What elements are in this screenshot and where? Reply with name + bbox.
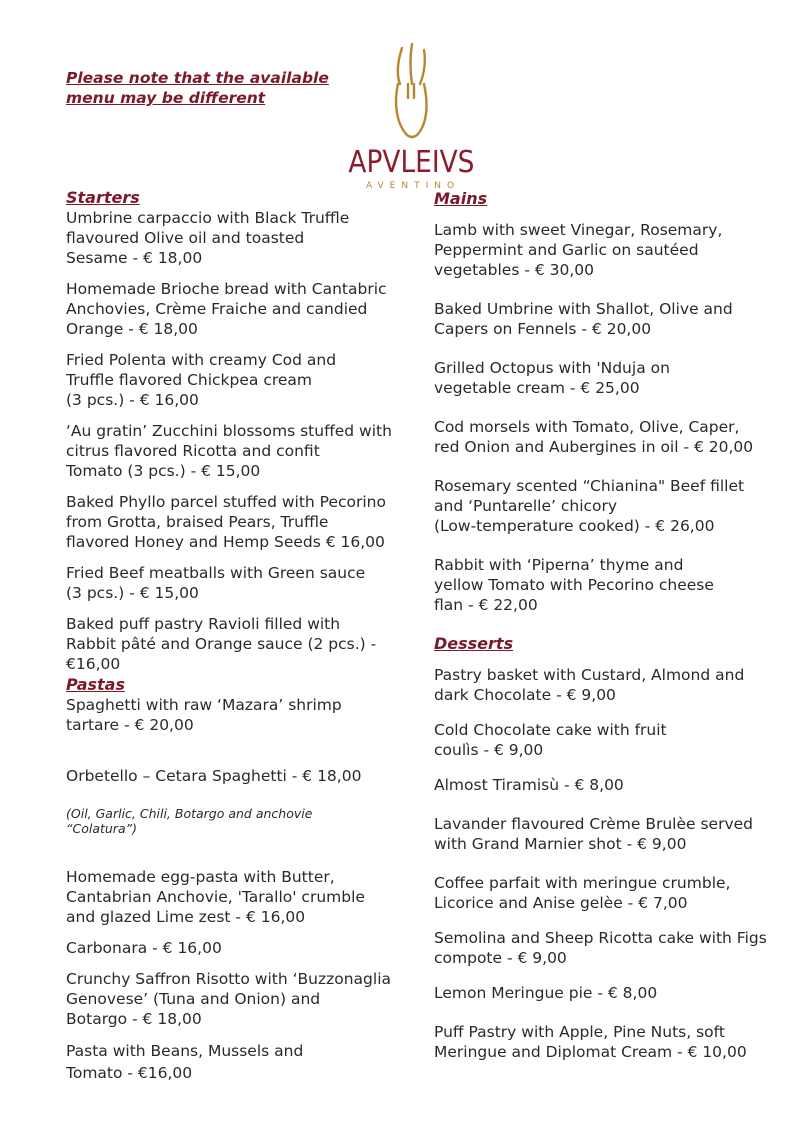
menu-item: Spaghetti with raw ‘Mazara’ shrimp tartare - € 20,00 xyxy=(66,696,342,734)
logo-wordmark: APVLEIVS xyxy=(348,145,475,180)
left-column xyxy=(66,188,411,1095)
menu-item: Pastry basket with Custard, Almond and dark Chocolate - € 9,00 xyxy=(434,666,745,704)
disclaimer-line-1: Please note that the available xyxy=(66,69,329,87)
disclaimer-line-2: menu may be different xyxy=(66,89,266,107)
section-title-mains: Mains xyxy=(434,189,488,208)
menu-item: Coffee parfait with meringue crumble, Licorice and Anise gelèe - € 7,00 xyxy=(434,874,731,912)
menu-item: Baked Umbrine with Shallot, Olive and Capers on Fennels - € 20,00 xyxy=(434,300,733,338)
menu-item: Homemade Brioche bread with Cantabric Anchovies, Crème Fraiche and candied Orange - € 18,00 xyxy=(66,280,387,338)
starters-list xyxy=(66,208,411,674)
menu-item: Semolina and Sheep Ricotta cake with Figs compote - € 9,00 xyxy=(434,929,767,967)
section-title-starters: Starters xyxy=(66,188,140,207)
menu-item: Carbonara - € 16,00 xyxy=(66,939,222,957)
menu-item: ‘Au gratin’ Zucchini blossoms stuffed with citrus flavored Ricotta and confit Tomato (3 pcs.) - € 15,00 xyxy=(66,422,392,480)
menu-item: Fried Polenta with creamy Cod and Truffle flavored Chickpea cream (3 pcs.) - € 16,00 xyxy=(66,351,337,409)
section-title-desserts: Desserts xyxy=(434,634,514,653)
menu-item: Almost Tiramisù - € 8,00 xyxy=(434,776,624,794)
desserts-list xyxy=(434,665,776,1062)
menu-item-note: (Oil, Garlic, Chili, Botargo and anchovie “Colatura”) xyxy=(66,806,313,836)
apuleius-logo xyxy=(340,40,480,192)
menu-item: Baked Phyllo parcel stuffed with Pecorino from Grotta, braised Pears, Truffle flavored Honey and Hemp Seeds € 16,00 xyxy=(66,493,386,551)
menu-item: Puff Pastry with Apple, Pine Nuts, soft Meringue and Diplomat Cream - € 10,00 xyxy=(434,1023,747,1061)
logo-subtitle: AVENTINO xyxy=(365,181,461,191)
menu-item: Lemon Meringue pie - € 8,00 xyxy=(434,984,658,1002)
menu-item: Lavander flavoured Crème Brulèe served with Grand Marnier shot - € 9,00 xyxy=(434,815,753,853)
menu-item: Homemade egg-pasta with Butter, Cantabrian Anchovie, 'Tarallo' crumble and glazed Lime zest - € 16,00 xyxy=(66,868,365,926)
section-title-pastas: Pastas xyxy=(66,675,125,694)
menu-item: Baked puff pastry Ravioli filled with Rabbit pâté and Orange sauce (2 pcs.) - €16,00 xyxy=(66,615,377,673)
menu-item: Rabbit with ‘Piperna’ thyme and yellow Tomato with Pecorino cheese flan - € 22,00 xyxy=(434,556,714,614)
menu-item-text: Orbetello – Cetara Spaghetti - € 18,00 xyxy=(66,767,362,785)
menu-item: Umbrine carpaccio with Black Truffle flavoured Olive oil and toasted Sesame - € 18,00 xyxy=(66,209,350,267)
mains-list xyxy=(434,220,776,615)
right-column xyxy=(434,189,776,1081)
menu-item xyxy=(66,746,411,856)
menu-item: Pasta with Beans, Mussels and Tomato - €16,00 xyxy=(66,1042,304,1082)
menu-item: Lamb with sweet Vinegar, Rosemary, Peppermint and Garlic on sautéed vegetables - € 30,00 xyxy=(434,221,723,279)
menu-item: Rosemary scented “Chianina" Beef fillet and ‘Puntarelle’ chicory (Low-temperature cooked) - € 26,00 xyxy=(434,477,745,535)
menu-item: Grilled Octopus with 'Nduja on vegetable cream - € 25,00 xyxy=(434,359,670,397)
menu-item: Cold Chocolate cake with fruit coulìs - € 9,00 xyxy=(434,721,667,759)
pastas-list xyxy=(66,695,411,1084)
menu-item: Crunchy Saffron Risotto with ‘Buzzonaglia Genovese’ (Tuna and Onion) and Botargo - € 18,00 xyxy=(66,970,391,1028)
menu-item: Cod morsels with Tomato, Olive, Caper, red Onion and Aubergines in oil - € 20,00 xyxy=(434,418,754,456)
menu-disclaimer xyxy=(66,68,366,108)
wheat-emblem-icon xyxy=(340,40,480,146)
menu-item: Fried Beef meatballs with Green sauce (3 pcs.) - € 15,00 xyxy=(66,564,366,602)
